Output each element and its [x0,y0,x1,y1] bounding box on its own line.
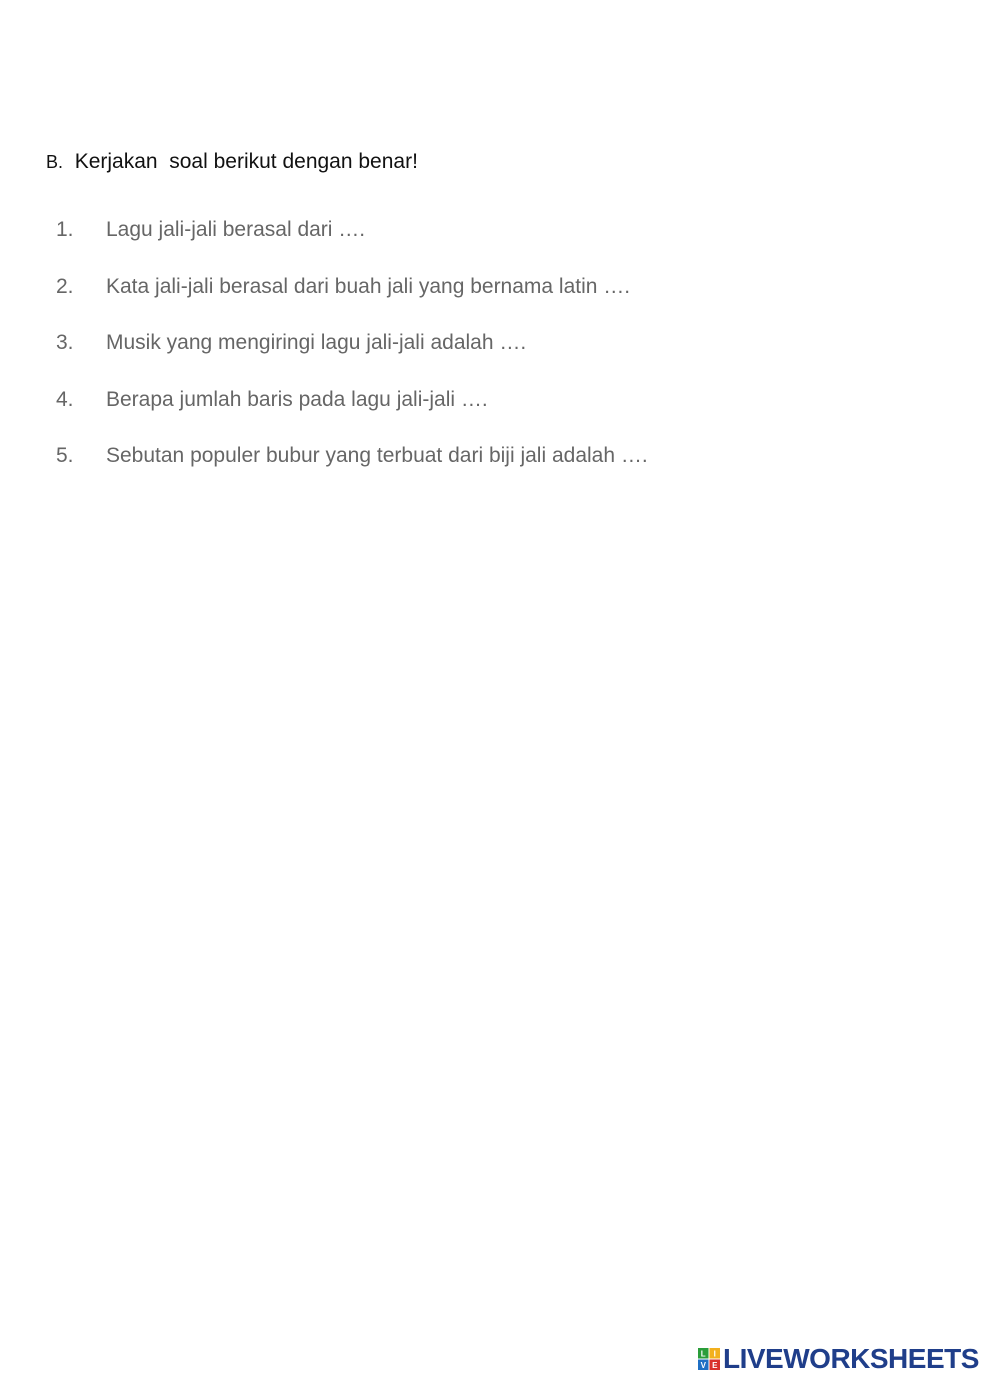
question-number: 3. [56,331,74,354]
svg-text:I: I [713,1349,716,1359]
question-number: 4. [56,387,74,411]
svg-text:L: L [700,1349,706,1359]
question-list [0,218,1000,501]
question-number: 1. [56,218,74,241]
question-text: Sebutan populer bubur yang terbuat dari biji jali adalah …. [106,444,648,467]
question-item [0,275,1000,332]
section-letter: B. [46,152,64,172]
question-item [0,388,1000,445]
svg-text:V: V [700,1361,706,1370]
question-text: Lagu jali-jali berasal dari …. [106,218,366,241]
question-text: Kata jali-jali berasal dari buah jali yang bernama latin …. [106,274,631,298]
question-item [0,444,1000,501]
liveworksheets-logo[interactable] [698,1343,979,1374]
question-item [0,218,1000,275]
svg-text:E: E [712,1361,718,1370]
question-text: Berapa jumlah baris pada lagu jali-jali …. [106,387,488,411]
liveworksheets-mark-icon [698,1348,720,1370]
section-title-text: Kerjakan soal berikut dengan benar! [74,150,418,173]
section-heading [46,150,418,174]
logo-text: LIVEWORKSHEETS [723,1343,979,1374]
question-number: 5. [56,444,74,467]
question-item [0,331,1000,388]
question-text: Musik yang mengiringi lagu jali-jali adalah …. [106,331,527,354]
question-number: 2. [56,274,74,298]
